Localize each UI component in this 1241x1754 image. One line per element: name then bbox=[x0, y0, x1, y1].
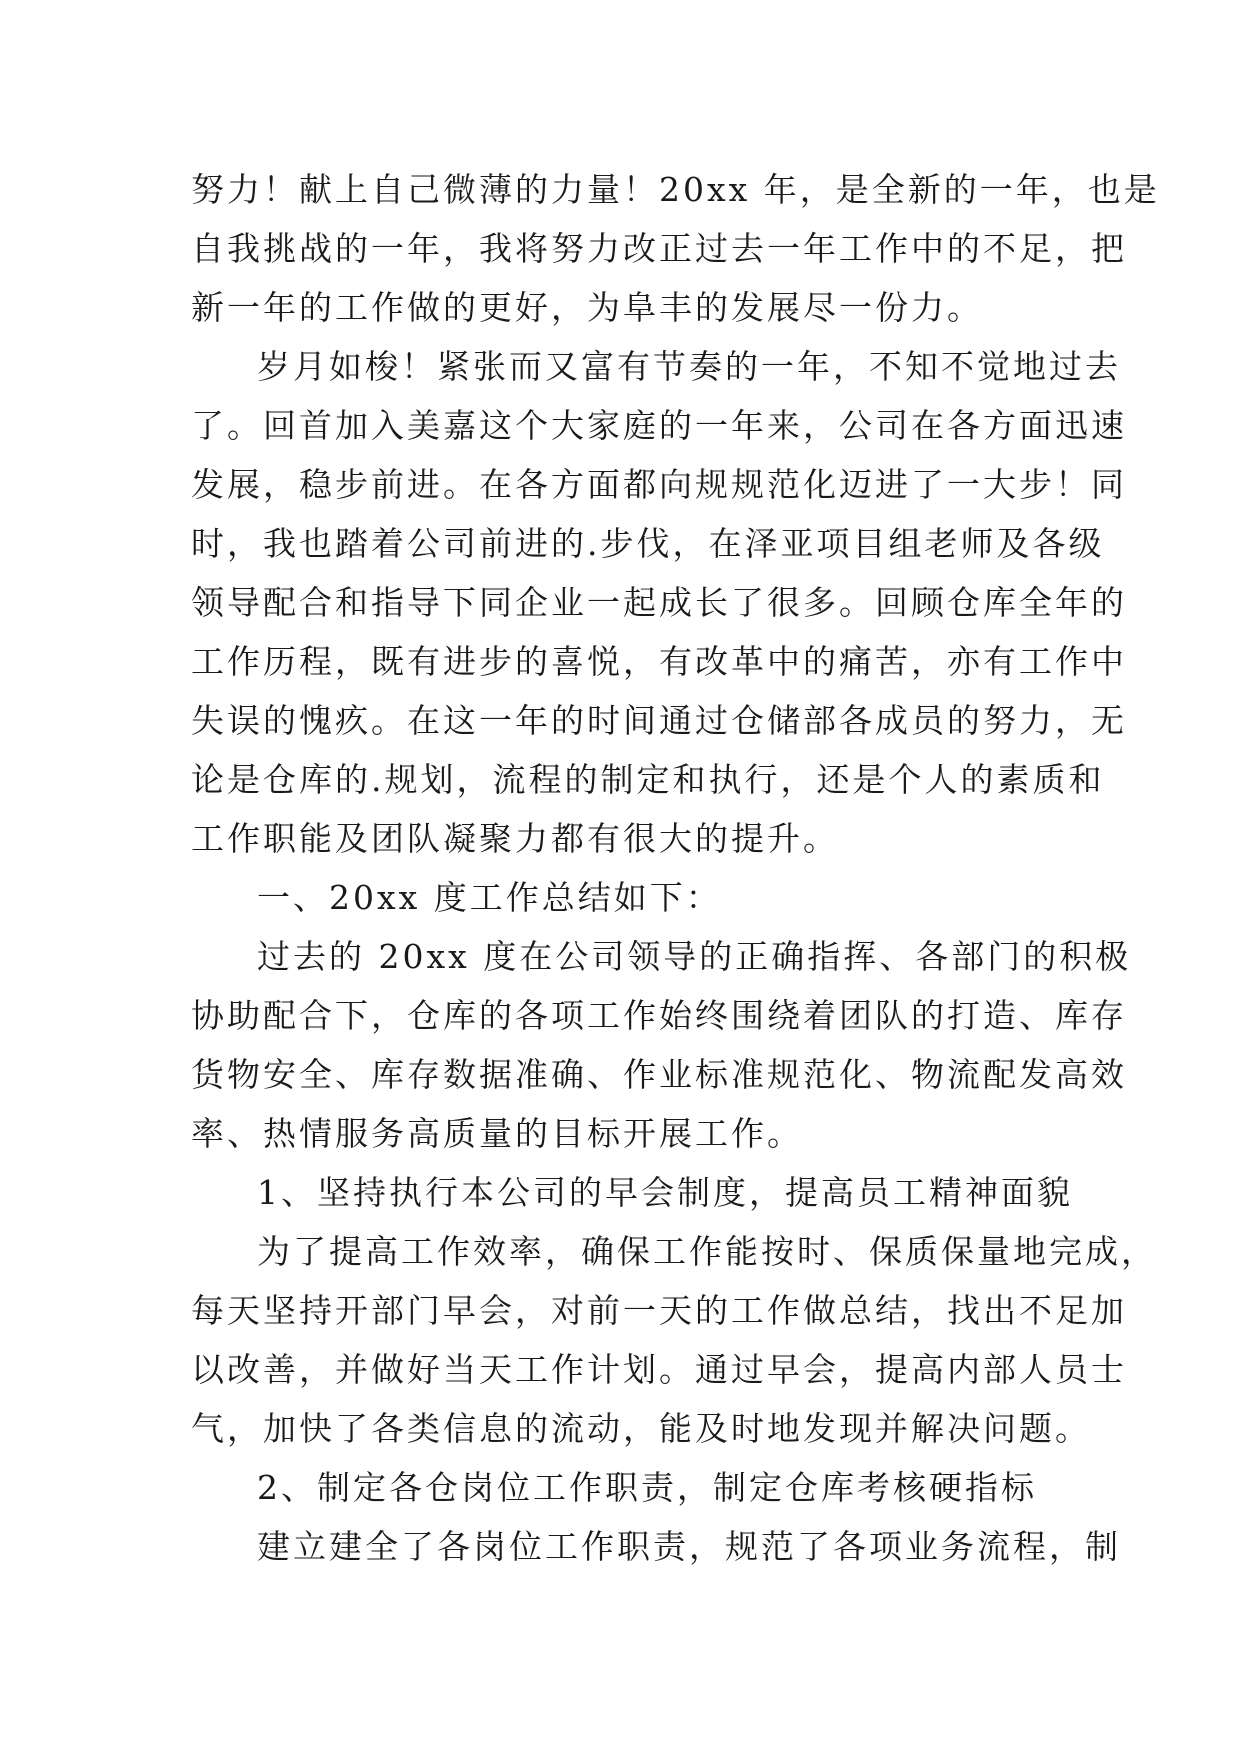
text-line: 了。回首加入美嘉这个大家庭的一年来，公司在各方面迅速 bbox=[191, 406, 1127, 445]
text-line: 发展，稳步前进。在各方面都向规规范化迈进了一大步！同 bbox=[191, 465, 1127, 504]
paragraph-responsibilities bbox=[191, 1517, 1121, 1576]
text-line: 自我挑战的一年，我将努力改正过去一年工作中的不足，把 bbox=[191, 229, 1127, 268]
paragraph-morning-meeting bbox=[191, 1222, 1157, 1458]
paragraph-intro bbox=[191, 337, 1127, 868]
text-line: 建立建全了各岗位工作职责，规范了各项业务流程，制 bbox=[257, 1527, 1121, 1566]
text-line: 努力！献上自己微薄的力量！20xx 年，是全新的一年，也是 bbox=[191, 170, 1160, 209]
text-line: 气，加快了各类信息的流动，能及时地发现并解决问题。 bbox=[191, 1409, 1091, 1448]
text-line: 工作历程，既有进步的喜悦，有改革中的痛苦，亦有工作中 bbox=[191, 642, 1127, 681]
subheading-2 bbox=[191, 1458, 1051, 1517]
heading-text: 1、坚持执行本公司的早会制度，提高员工精神面貌 bbox=[257, 1173, 1073, 1212]
text-line: 货物安全、库存数据准确、作业标准规范化、物流配发高效 bbox=[191, 1055, 1127, 1094]
text-line: 论是仓库的.规划，流程的制定和执行，还是个人的素质和 bbox=[191, 760, 1105, 799]
section-heading bbox=[191, 868, 1051, 927]
text-line: 失误的愧疚。在这一年的时间通过仓储部各成员的努力，无 bbox=[191, 701, 1127, 740]
text-line: 新一年的工作做的更好，为阜丰的发展尽一份力。 bbox=[191, 288, 983, 327]
heading-text: 一、20xx 度工作总结如下： bbox=[257, 878, 722, 917]
text-line: 岁月如梭！紧张而又富有节奏的一年，不知不觉地过去 bbox=[257, 347, 1121, 386]
text-line: 协助配合下，仓库的各项工作始终围绕着团队的打造、库存 bbox=[191, 996, 1127, 1035]
subheading-1 bbox=[191, 1163, 1073, 1222]
text-line: 率、热情服务高质量的目标开展工作。 bbox=[191, 1114, 803, 1153]
text-line: 每天坚持开部门早会，对前一天的工作做总结，找出不足加 bbox=[191, 1291, 1127, 1330]
text-line: 时，我也踏着公司前进的.步伐，在泽亚项目组老师及各级 bbox=[191, 524, 1105, 563]
paragraph-continuation bbox=[191, 160, 1160, 337]
paragraph-summary bbox=[191, 927, 1132, 1163]
document-page bbox=[191, 160, 1160, 1576]
text-line: 过去的 20xx 度在公司领导的正确指挥、各部门的积极 bbox=[257, 937, 1132, 976]
text-line: 为了提高工作效率，确保工作能按时、保质保量地完成， bbox=[257, 1232, 1157, 1271]
text-line: 以改善，并做好当天工作计划。通过早会，提高内部人员士 bbox=[191, 1350, 1127, 1389]
text-line: 工作职能及团队凝聚力都有很大的提升。 bbox=[191, 819, 839, 858]
text-line: 领导配合和指导下同企业一起成长了很多。回顾仓库全年的 bbox=[191, 583, 1127, 622]
heading-text: 2、制定各仓岗位工作职责，制定仓库考核硬指标 bbox=[257, 1468, 1037, 1507]
